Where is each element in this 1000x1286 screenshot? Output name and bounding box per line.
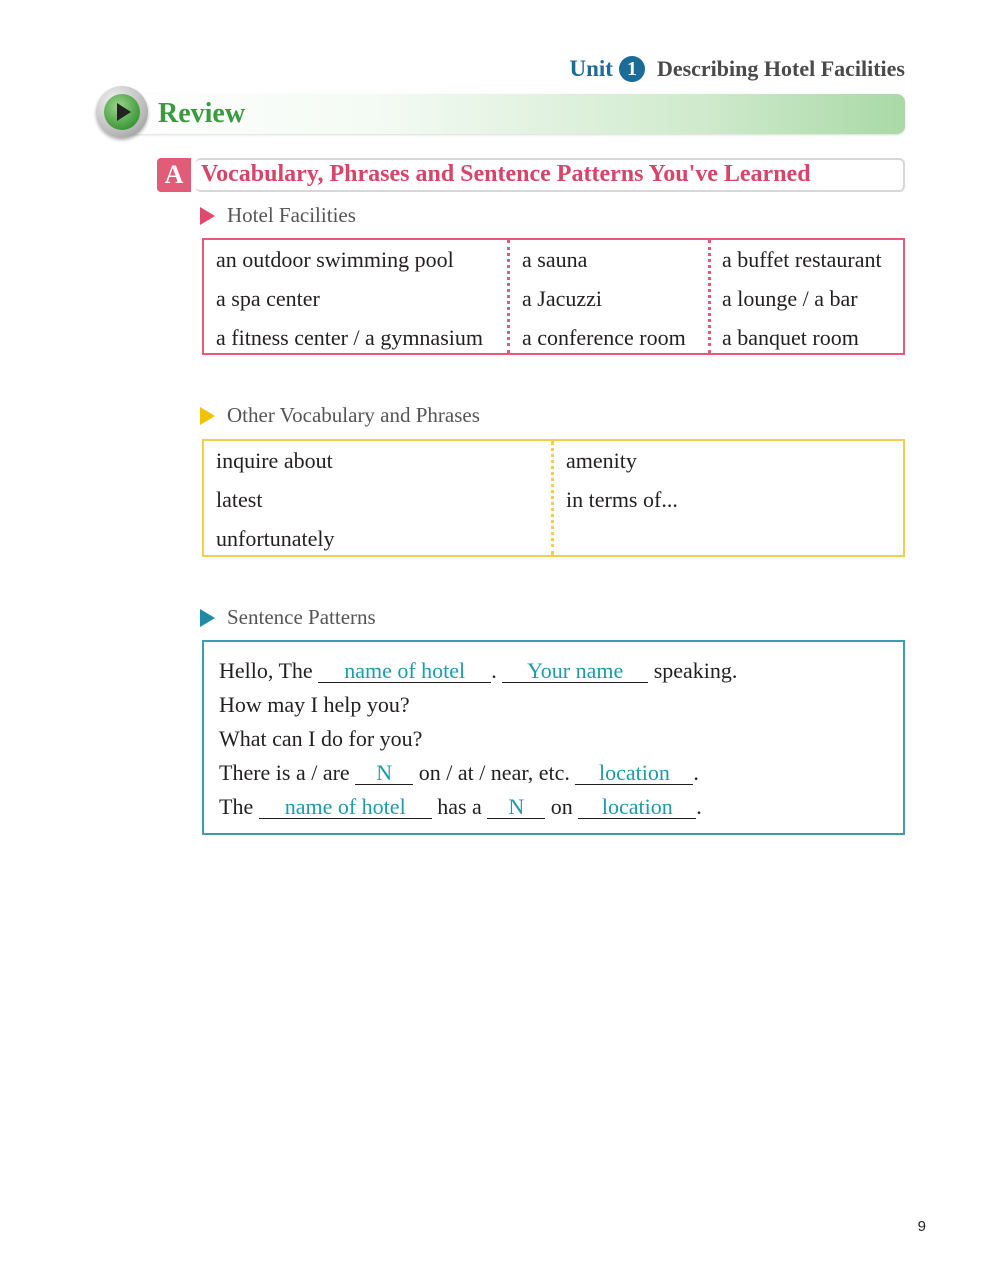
- pink-triangle-icon: [200, 207, 215, 225]
- list-item: in terms of...: [566, 487, 678, 512]
- divider: [507, 240, 510, 353]
- blank-your-name: Your name: [502, 659, 648, 683]
- divider: [551, 441, 554, 555]
- list-item: unfortunately: [216, 526, 335, 551]
- hotel-facilities-heading: Hotel Facilities: [200, 203, 356, 228]
- unit-number-badge: 1: [619, 56, 645, 82]
- blank-noun: N: [487, 795, 545, 819]
- list-item: a buffet restaurant: [722, 247, 882, 272]
- unit-title: Describing Hotel Facilities: [656, 56, 905, 81]
- list-item: a spa center: [216, 286, 320, 311]
- sentence-line: How may I help you?: [219, 692, 410, 717]
- sentence-line: There is a / are N on / at / near, etc. location .: [219, 760, 699, 785]
- blank-location: location: [575, 761, 693, 785]
- divider: [708, 240, 711, 353]
- list-item: a Jacuzzi: [522, 286, 602, 311]
- section-a-letter: A: [157, 158, 191, 192]
- list-item: amenity: [566, 448, 637, 473]
- blank-hotel-name: name of hotel: [259, 795, 432, 819]
- page-number: 9: [917, 1218, 926, 1235]
- review-heading: Review: [158, 98, 246, 129]
- blank-location: location: [578, 795, 696, 819]
- teal-triangle-icon: [200, 609, 215, 627]
- other-vocab-heading: Other Vocabulary and Phrases: [200, 403, 480, 428]
- blank-hotel-name: name of hotel: [318, 659, 491, 683]
- unit-header: [569, 56, 905, 82]
- list-item: a fitness center / a gymnasium: [216, 325, 483, 350]
- list-item: a sauna: [522, 247, 588, 272]
- blank-noun: N: [355, 761, 413, 785]
- list-item: an outdoor swimming pool: [216, 247, 454, 272]
- list-item: a lounge / a bar: [722, 286, 858, 311]
- list-item: a banquet room: [722, 325, 859, 350]
- yellow-triangle-icon: [200, 407, 215, 425]
- list-item: latest: [216, 487, 263, 512]
- sentence-line: Hello, The name of hotel . Your name speaking.: [219, 658, 738, 683]
- list-item: a conference room: [522, 325, 686, 350]
- play-icon: [96, 86, 148, 138]
- sentence-line: The name of hotel has a N on location .: [219, 794, 702, 819]
- section-a-title: Vocabulary, Phrases and Sentence Patterns You've Learned: [201, 161, 811, 187]
- unit-label: Unit: [569, 56, 613, 81]
- sentence-patterns-heading: Sentence Patterns: [200, 605, 376, 630]
- list-item: inquire about: [216, 448, 333, 473]
- sentence-line: What can I do for you?: [219, 726, 423, 751]
